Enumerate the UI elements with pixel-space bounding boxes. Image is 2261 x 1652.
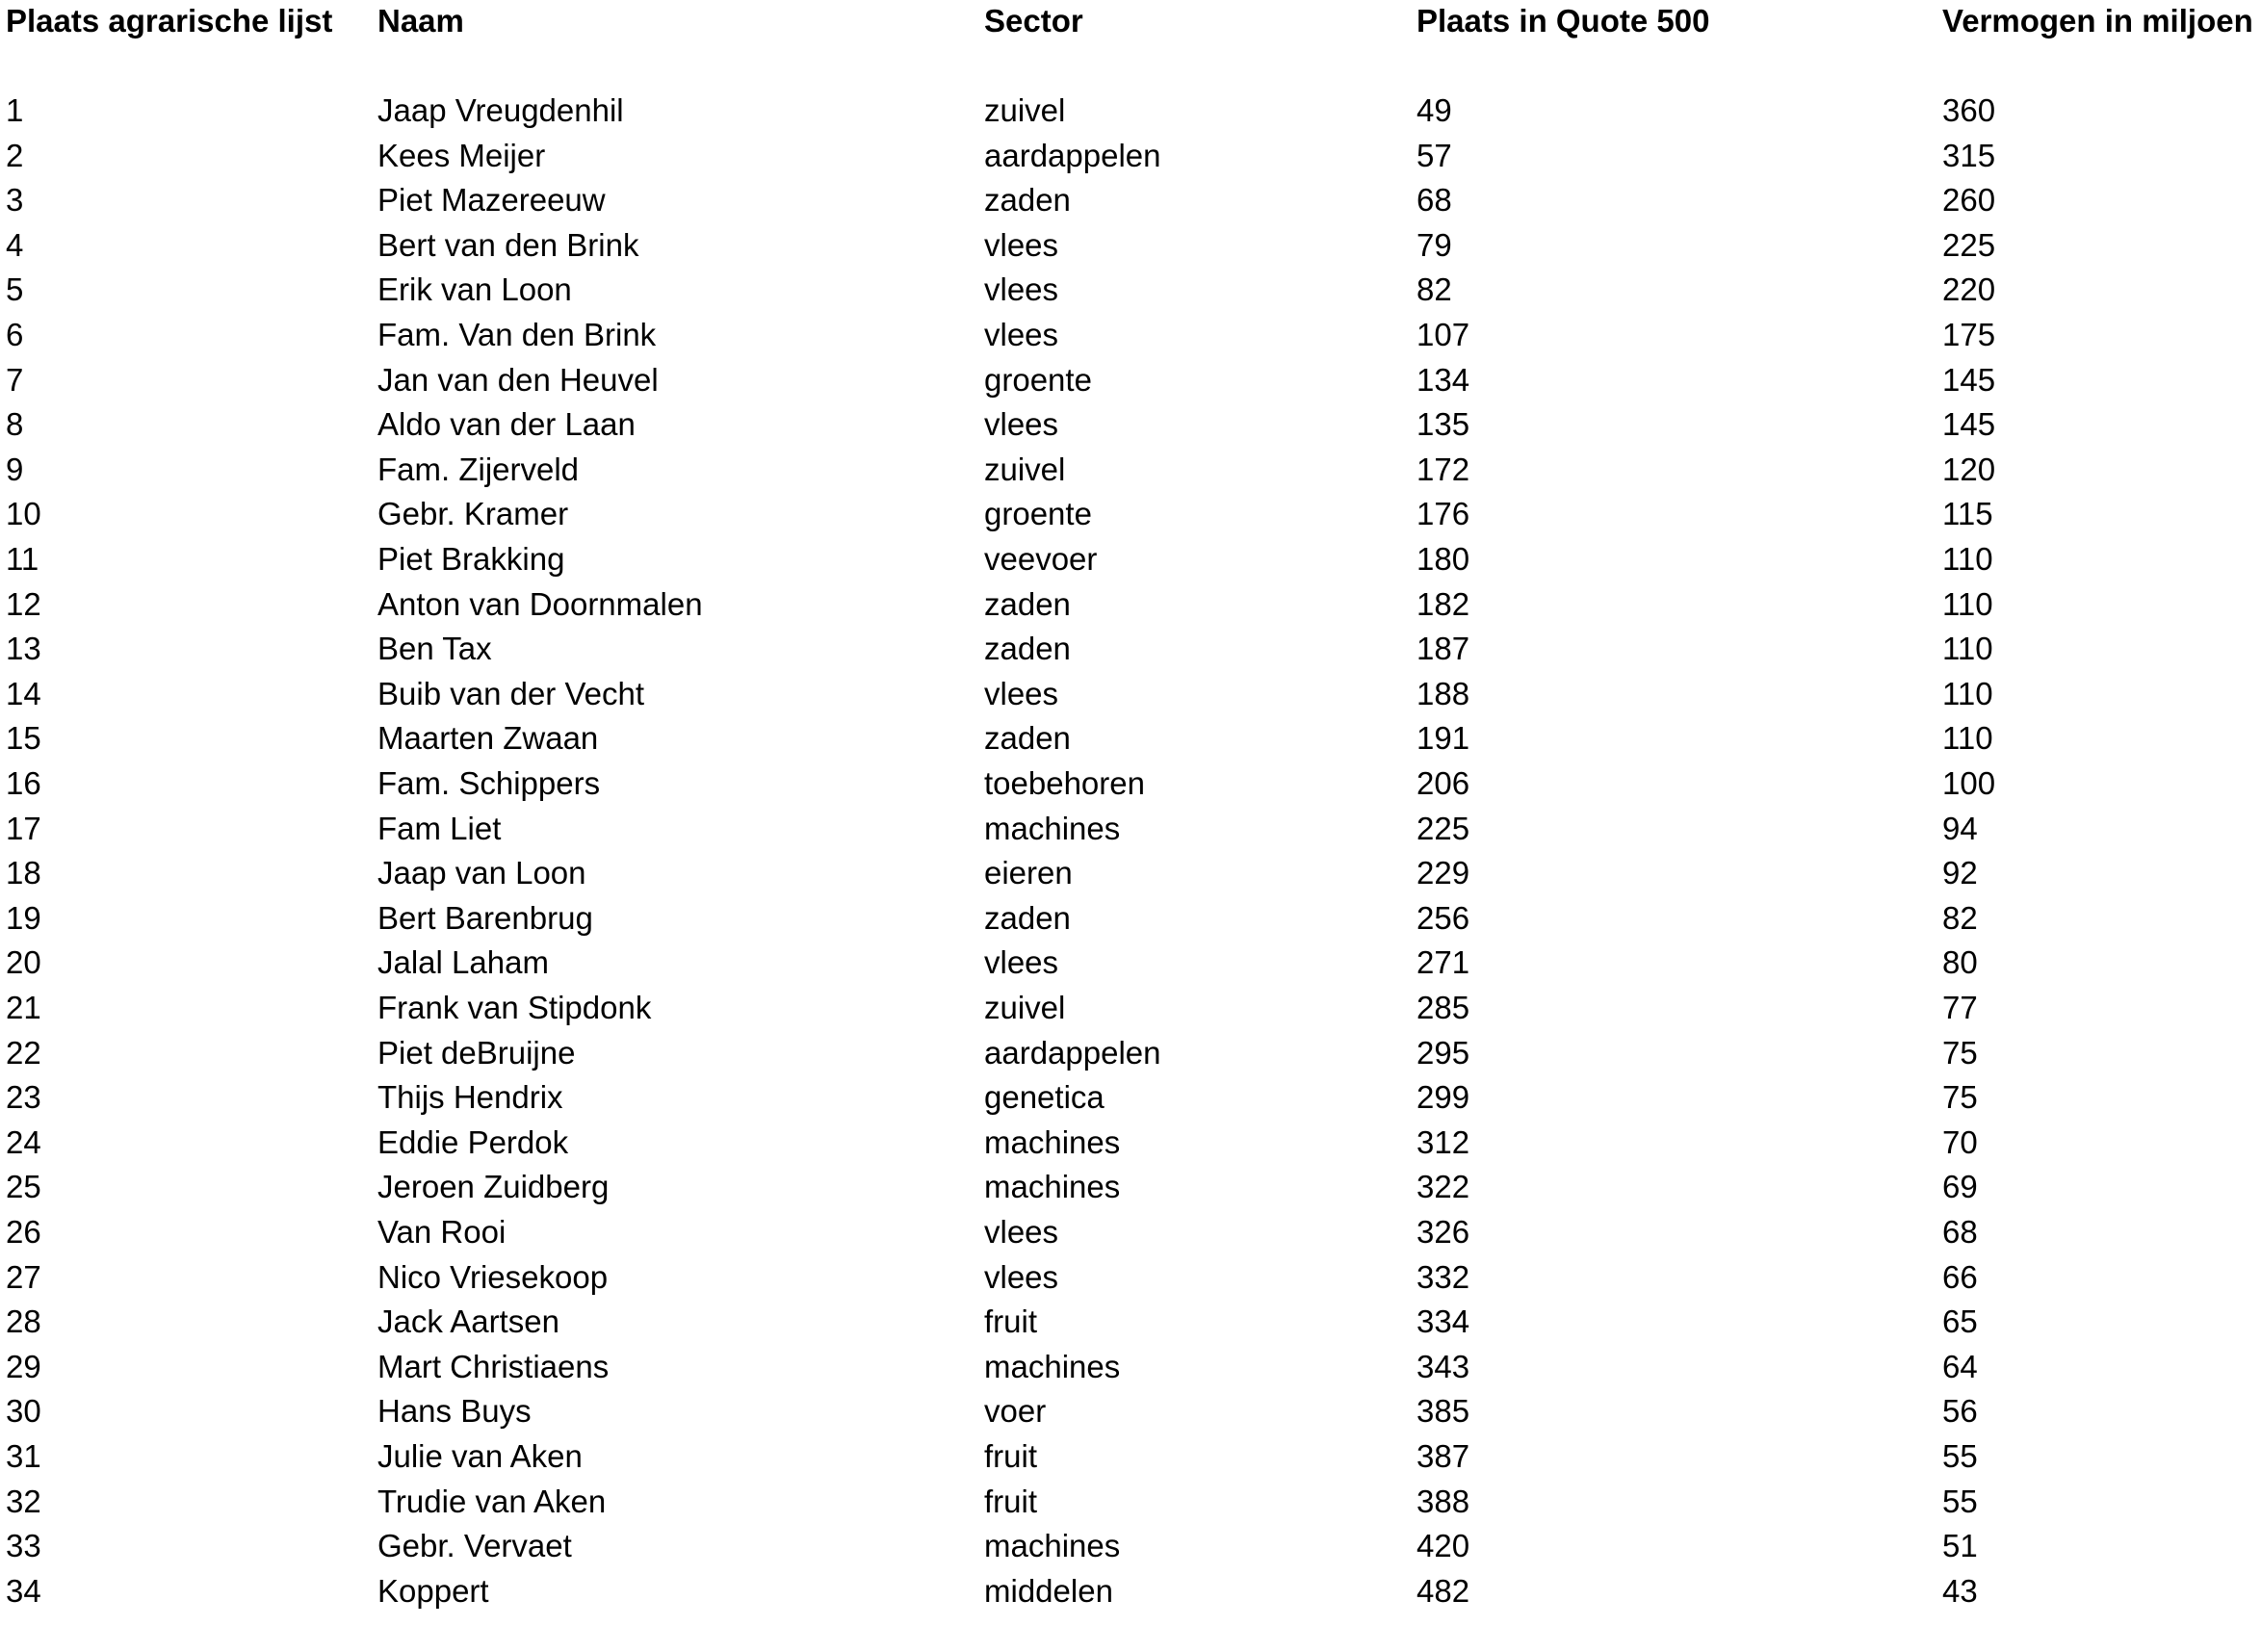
sector-cell: toebehoren [984,765,1145,801]
header-vermogen-in-miljoen: Vermogen in miljoen [1942,3,2253,39]
wealth-cell: 110 [1942,675,1993,711]
rank-cell: 18 [6,855,41,891]
wealth-cell: 360 [1942,92,1996,128]
rank-cell: 25 [6,1169,41,1205]
sector-cell: zaden [984,631,1071,667]
name-cell: Bert van den Brink [377,226,639,263]
sector-cell: zuivel [984,451,1066,487]
rank-cell: 32 [6,1483,41,1519]
quote-rank-cell: 182 [1416,585,1470,622]
wealth-cell: 68 [1942,1214,1978,1250]
name-cell: Frank van Stipdonk [377,990,652,1025]
name-cell: Piet deBruijne [377,1034,576,1071]
rank-cell: 3 [6,182,24,219]
rank-cell: 10 [6,496,41,532]
name-cell: Aldo van der Laan [377,406,636,443]
sector-cell: voer [984,1393,1047,1430]
wealth-cell: 94 [1942,810,1978,846]
rank-cell: 21 [6,990,41,1025]
wealth-cell: 66 [1942,1258,1978,1295]
name-cell: Ben Tax [377,631,492,667]
wealth-cell: 51 [1942,1528,1978,1564]
wealth-cell: 55 [1942,1438,1978,1474]
quote-rank-cell: 49 [1416,92,1452,128]
quote-rank-cell: 332 [1416,1258,1470,1295]
name-cell: Piet Brakking [377,541,565,577]
name-cell: Anton van Doornmalen [377,585,703,622]
name-cell: Fam. Schippers [377,765,601,801]
sector-cell: fruit [984,1438,1038,1474]
rank-cell: 9 [6,451,24,487]
quote-rank-cell: 82 [1416,271,1452,308]
rank-cell: 22 [6,1034,41,1071]
sector-cell: vlees [984,1214,1059,1250]
sector-cell: fruit [984,1483,1038,1519]
sector-cell: vlees [984,317,1059,352]
wealth-cell: 115 [1942,496,1993,532]
quote-rank-cell: 134 [1416,361,1470,398]
rank-cell: 1 [6,92,24,128]
sector-cell: zaden [984,182,1071,219]
quote-rank-cell: 180 [1416,541,1470,577]
rank-cell: 13 [6,631,41,667]
quote-rank-cell: 334 [1416,1304,1470,1340]
quote-rank-cell: 420 [1416,1528,1470,1564]
quote-rank-cell: 256 [1416,899,1470,936]
name-cell: Jeroen Zuidberg [377,1169,610,1205]
wealth-cell: 75 [1942,1034,1978,1071]
rank-cell: 2 [6,137,24,173]
sector-cell: veevoer [984,541,1098,577]
wealth-cell: 220 [1942,271,1996,308]
sector-cell: vlees [984,271,1059,308]
sector-cell: machines [984,1528,1121,1564]
wealth-cell: 92 [1942,855,1978,891]
sector-cell: eieren [984,855,1073,891]
sector-cell: middelen [984,1572,1113,1609]
name-cell: Buib van der Vecht [377,675,645,711]
rank-cell: 19 [6,899,41,936]
rank-cell: 12 [6,585,41,622]
name-cell: Gebr. Vervaet [377,1528,572,1564]
name-cell: Trudie van Aken [377,1483,607,1519]
rank-cell: 16 [6,765,41,801]
quote-rank-cell: 135 [1416,406,1470,443]
wealth-cell: 110 [1942,720,1993,757]
name-cell: Julie van Aken [377,1438,583,1474]
wealth-cell: 75 [1942,1079,1978,1116]
wealth-cell: 120 [1942,451,1996,487]
wealth-cell: 70 [1942,1123,1978,1160]
quote-rank-cell: 172 [1416,451,1470,487]
wealth-cell: 69 [1942,1169,1978,1205]
sector-cell: groente [984,361,1092,398]
wealth-cell: 56 [1942,1393,1978,1430]
rank-cell: 33 [6,1528,41,1564]
wealth-cell: 260 [1942,182,1996,219]
name-cell: Jaap Vreugdenhil [377,92,624,128]
sector-cell: machines [984,810,1121,846]
wealth-cell: 145 [1942,406,1996,443]
wealth-cell: 82 [1942,899,1978,936]
rank-cell: 34 [6,1572,41,1609]
wealth-cell: 100 [1942,765,1996,801]
sector-cell: vlees [984,226,1059,263]
wealth-cell: 77 [1942,990,1978,1025]
wealth-cell: 175 [1942,317,1996,352]
wealth-cell: 110 [1942,585,1993,622]
wealth-cell: 65 [1942,1304,1978,1340]
sector-cell: zuivel [984,990,1066,1025]
sector-cell: machines [984,1123,1121,1160]
quote-rank-cell: 322 [1416,1169,1470,1205]
sector-cell: vlees [984,944,1059,981]
rank-cell: 7 [6,361,24,398]
rank-cell: 20 [6,944,41,981]
name-cell: Bert Barenbrug [377,899,593,936]
name-cell: Koppert [377,1572,489,1609]
header-naam: Naam [377,3,464,39]
quote-rank-cell: 68 [1416,182,1452,219]
wealth-cell: 315 [1942,137,1996,173]
sector-cell: genetica [984,1079,1105,1116]
name-cell: Jan van den Heuvel [377,361,659,398]
name-cell: Van Rooi [377,1214,507,1250]
name-cell: Thijs Hendrix [377,1079,563,1116]
sector-cell: machines [984,1169,1121,1205]
quote-rank-cell: 299 [1416,1079,1470,1116]
quote-rank-cell: 191 [1416,720,1470,757]
rank-cell: 11 [6,541,39,577]
quote-rank-cell: 388 [1416,1483,1470,1519]
rank-cell: 15 [6,720,41,757]
quote-rank-cell: 206 [1416,765,1470,801]
rank-cell: 4 [6,226,24,263]
name-cell: Hans Buys [377,1393,532,1430]
wealth-cell: 43 [1942,1572,1978,1609]
sector-cell: zaden [984,899,1071,936]
rank-cell: 5 [6,271,24,308]
quote-rank-cell: 107 [1416,317,1470,352]
name-cell: Jack Aartsen [377,1304,559,1340]
quote-rank-cell: 225 [1416,810,1470,846]
quote-rank-cell: 385 [1416,1393,1470,1430]
wealth-cell: 110 [1942,541,1993,577]
name-cell: Kees Meijer [377,137,546,173]
sector-cell: vlees [984,406,1059,443]
name-cell: Mart Christiaens [377,1348,610,1384]
sector-cell: vlees [984,1258,1059,1295]
name-cell: Eddie Perdok [377,1123,569,1160]
sector-cell: zaden [984,720,1071,757]
header-plaats-agrarische-lijst: Plaats agrarische lijst [6,3,333,39]
quote-rank-cell: 312 [1416,1123,1470,1160]
name-cell: Nico Vriesekoop [377,1258,609,1295]
quote-rank-cell: 229 [1416,855,1470,891]
quote-rank-cell: 79 [1416,226,1452,263]
name-cell: Fam. Zijerveld [377,451,580,487]
name-cell: Fam. Van den Brink [377,317,657,352]
rank-cell: 30 [6,1393,41,1430]
wealth-cell: 64 [1942,1348,1978,1384]
rank-cell: 27 [6,1258,41,1295]
quote-rank-cell: 326 [1416,1214,1470,1250]
name-cell: Maarten Zwaan [377,720,599,757]
quote-rank-cell: 285 [1416,990,1470,1025]
wealth-cell: 145 [1942,361,1996,398]
wealth-cell: 110 [1942,631,1993,667]
sector-cell: zaden [984,585,1071,622]
sector-cell: fruit [984,1304,1038,1340]
rank-cell: 28 [6,1304,41,1340]
rank-cell: 14 [6,675,41,711]
rank-cell: 29 [6,1348,41,1384]
sector-cell: machines [984,1348,1121,1384]
rank-cell: 17 [6,810,41,846]
name-cell: Jalal Laham [377,944,549,981]
quote-rank-cell: 387 [1416,1438,1470,1474]
sector-cell: aardappelen [984,1034,1161,1071]
header-plaats-in-quote-500: Plaats in Quote 500 [1416,3,1710,39]
rank-cell: 31 [6,1438,41,1474]
name-cell: Erik van Loon [377,271,572,308]
quote-rank-cell: 57 [1416,137,1452,173]
name-cell: Piet Mazereeuw [377,182,606,219]
sector-cell: vlees [984,675,1059,711]
rank-cell: 23 [6,1079,41,1116]
quote-rank-cell: 188 [1416,675,1470,711]
quote-rank-cell: 295 [1416,1034,1470,1071]
sector-cell: aardappelen [984,137,1161,173]
quote-rank-cell: 343 [1416,1348,1470,1384]
name-cell: Fam Liet [377,810,502,846]
wealth-cell: 225 [1942,226,1996,263]
name-cell: Gebr. Kramer [377,496,569,532]
rank-cell: 26 [6,1214,41,1250]
quote-rank-cell: 176 [1416,496,1470,532]
header-sector: Sector [984,3,1083,39]
sector-cell: groente [984,496,1092,532]
name-cell: Jaap van Loon [377,855,586,891]
rank-cell: 24 [6,1123,41,1160]
quote-rank-cell: 271 [1416,944,1470,981]
wealth-cell: 80 [1942,944,1978,981]
rank-cell: 8 [6,406,24,443]
sector-cell: zuivel [984,92,1066,128]
wealth-cell: 55 [1942,1483,1978,1519]
quote-rank-cell: 482 [1416,1572,1470,1609]
rank-cell: 6 [6,317,24,352]
quote-rank-cell: 187 [1416,631,1470,667]
